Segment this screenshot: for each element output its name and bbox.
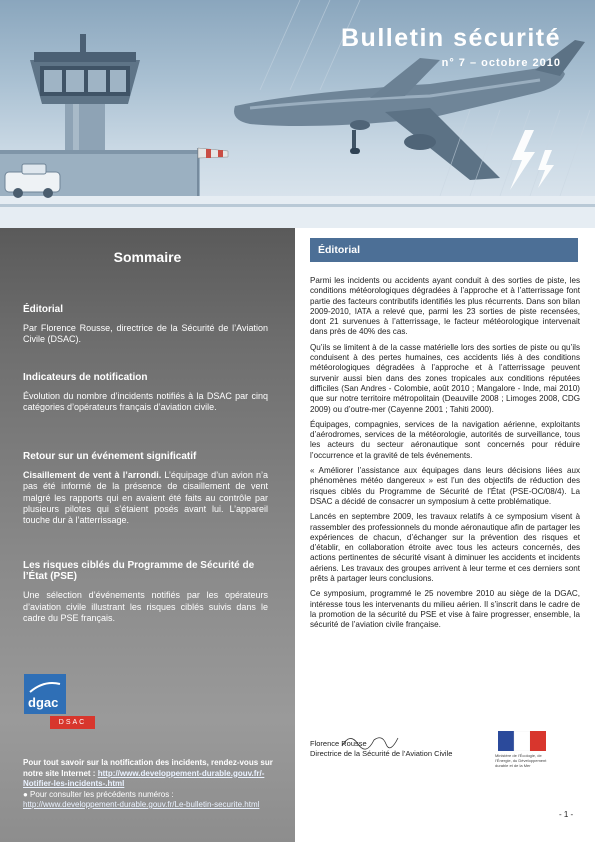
header-banner xyxy=(0,0,595,228)
summary-section-event xyxy=(23,451,268,526)
section-text: Évolution du nombre d’incidents notifiés à la DSAC par cinq catégories d’opérateurs français d’aviation civile. xyxy=(23,391,268,413)
summary-section-editorial xyxy=(23,304,268,346)
page-number: - 1 - xyxy=(559,810,574,819)
section-heading: Indicateurs de notification xyxy=(23,372,148,383)
summary-title: Sommaire xyxy=(113,249,182,265)
republique-flag-icon xyxy=(498,731,546,751)
footer-text-2: ● Pour consulter les précédents numéros : xyxy=(23,789,174,799)
lightning-icon xyxy=(510,130,554,190)
windsock-icon xyxy=(198,148,228,196)
bulletin-title: Bulletin sécurité xyxy=(341,24,561,52)
ministry-logo xyxy=(495,731,555,805)
signature-block xyxy=(310,739,452,759)
editorial-heading: Éditorial xyxy=(310,238,578,262)
editorial-paragraph: Parmi les incidents ou accidents ayant conduit à des sorties de piste, les conditions météorologiques dégradées à l’approche et à l’atterrissage font partie des facteurs contributifs identifiés les plus récurrents. Dans son bilan 2009-2010, IATA a relevé que, parmi les 23 sorties de piste recensées, dont 21 survenues à l’atterrissage, le facteur météorologique intervenait dans près de 40% des cas. xyxy=(310,276,580,337)
sidebar-footer xyxy=(23,758,273,811)
dgac-logo-text: dgac xyxy=(28,695,59,710)
summary-section-indicators xyxy=(23,372,268,414)
editorial-paragraph: Équipages, compagnies, services de la navigation aérienne, exploitants d’aérodromes, services de la météorologie, autorités de surveillance, tous les acteurs du secteur aéronautique sont concernés pour réduire l’occurrence et la gravité de tels événements. xyxy=(310,419,580,460)
section-heading: Éditorial xyxy=(23,304,64,315)
section-text: Par Florence Rousse, directrice de la Sécurité de l’Aviation Civile (DSAC). xyxy=(23,323,268,345)
event-lead: Cisaillement de vent à l’arrondi. xyxy=(23,470,162,481)
signature-name: Florence Rousse xyxy=(310,739,367,748)
section-heading: Retour sur un événement significatif xyxy=(23,451,197,462)
footer-text: Pour tout savoir sur la notification des incidents, rendez-vous sur notre site Internet : xyxy=(23,758,273,778)
dsac-label: DSAC xyxy=(50,716,95,729)
section-text xyxy=(23,470,268,526)
section-heading: Les risques ciblés du Programme de Sécurité de l’État (PSE) xyxy=(23,560,255,583)
signature-title: Directrice de la Sécurité de l’Aviation Civile xyxy=(310,749,453,758)
editorial-paragraph: Ce symposium, programmé le 25 novembre 2010 au siège de la DGAC, intéresse tous les intervenants du milieu aérien. Il s’inscrit dans le cadre de la promotion de la sécurité du PSE et vise à faire progresser, ensemble, la sécurité de l’aviation civile française. xyxy=(310,589,580,630)
editorial-paragraph: Lancés en septembre 2009, les travaux relatifs à ce symposium visent à rassembler des professionnels du monde aéronautique afin de partager les expériences de chacun, d’échanger sur la prévention des risques et d’établir, en collaboration étroite avec tous les acteurs concernés, des actions pertinentes de sécurité visant à diminuer les accidents et incidents aériens. Les travaux des groupes arrivent à leur terme et ces derniers sont prêts à partager leurs conclusions. xyxy=(310,512,580,584)
editorial-paragraph: « Améliorer l’assistance aux équipages dans leurs décisions liées aux phénomènes météo dangereux » est l’un des objectifs de réduction des risques ciblés du Programme de Sécurité de l’État (PSE-OC/08/4). La DSAC a décidé de consacrer un symposium à cette problématique. xyxy=(310,466,580,506)
ministry-logo-text: Ministère de l’Écologie, de l’Énergie, du Développement durable et de la Mer xyxy=(495,753,547,768)
summary-sidebar xyxy=(0,228,295,842)
summary-section-pse xyxy=(23,560,268,624)
event-text: L’équipage d’un avion n’a pas été informé de la présence de cisaillement de vent malgré les rapports qui en avaient été faits au contrôle par plusieurs pilotes qui s’étaient posés avant lui. L’appareil touche dur à l’atterrissage. xyxy=(23,470,269,526)
editorial-paragraph: Qu’ils se limitent à de la casse matérielle lors des sorties de piste ou qu’ils conduisent à des pertes humaines, ces accidents liés à des conditions météorologiques dégradées à l’approche et à l’atterrissage peuvent survenir aussi bien dans des zones tropicales aux conditions réputées difficiles (San Andres - Colombie, août 2010 ; Mangalore - Inde, mai 2010) que sur notre territoire métropolitain (Deauville 2008 ; Limoges 2008, CDG 2009) ou d’outre-mer (Cayenne 2001 ; Tahiti 2000). xyxy=(310,342,580,414)
previous-issues-link[interactable]: http://www.developpement-durable.gouv.fr/Le-bulletin-securite.html xyxy=(23,800,260,809)
issue-number: n° 7 – octobre 2010 xyxy=(441,57,561,69)
editorial-body xyxy=(310,276,580,636)
notification-link[interactable]: http://www.developpement-durable.gouv.fr/-Notifier-les-incidents-.html xyxy=(23,768,265,788)
section-text: Une sélection d’événements notifiés par les opérateurs d’aviation civile illustrant les risques ciblés suivis dans le cadre du PSE français. xyxy=(23,590,268,623)
